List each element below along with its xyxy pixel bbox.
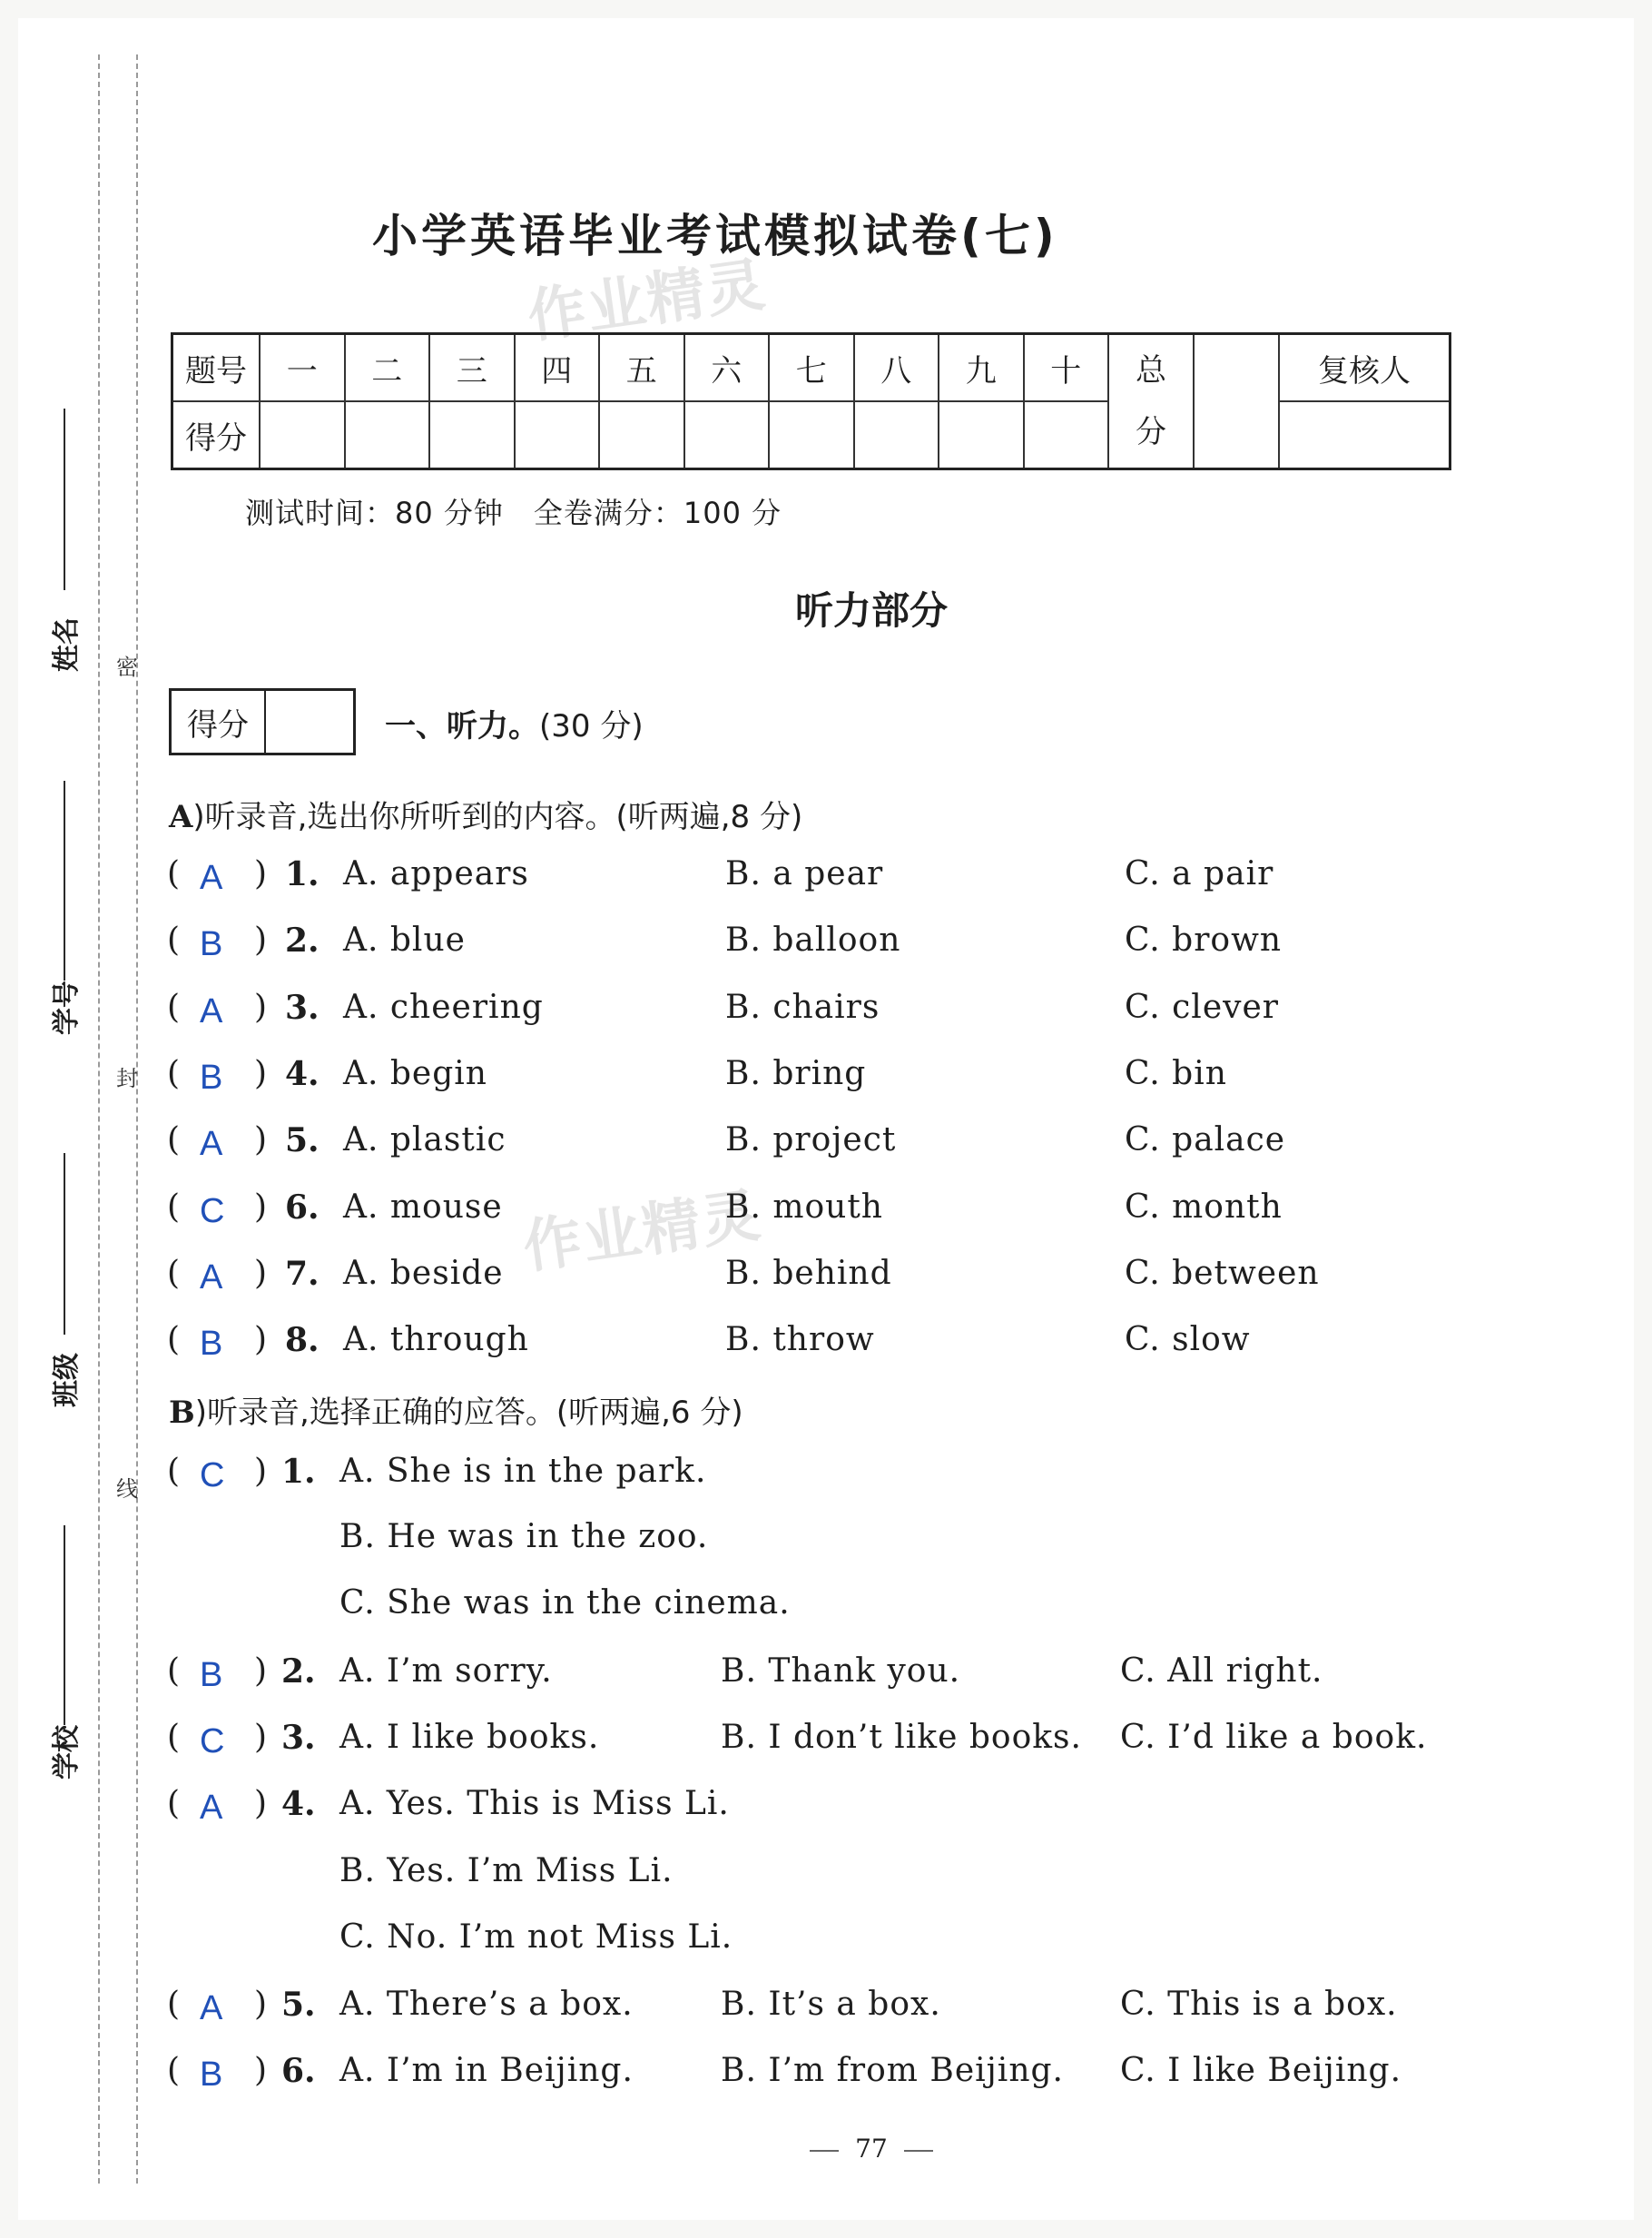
option-b: B. Yes. I’m Miss Li. bbox=[339, 1852, 674, 1889]
answer-mark[interactable]: B bbox=[200, 1325, 223, 1363]
option-c: C. This is a box. bbox=[1120, 1986, 1398, 2023]
binding-dashed-line bbox=[136, 54, 138, 2184]
column-header: 七 bbox=[769, 334, 854, 402]
score-cell[interactable] bbox=[684, 401, 770, 469]
score-cell[interactable] bbox=[260, 401, 345, 469]
column-header: 五 bbox=[599, 334, 684, 402]
id-label: 学号 bbox=[51, 981, 83, 1035]
column-header: 九 bbox=[939, 334, 1024, 402]
answer-paren-close: ) bbox=[254, 1055, 268, 1092]
answer-mark[interactable]: B bbox=[200, 2056, 223, 2094]
score-cell[interactable] bbox=[769, 401, 854, 469]
answer-paren-open: ( bbox=[167, 1188, 181, 1226]
section-score-label: 得分 bbox=[172, 691, 266, 753]
question-number: 1. bbox=[285, 855, 320, 893]
question-number: 3. bbox=[285, 989, 320, 1027]
answer-paren-close: ) bbox=[254, 1453, 268, 1490]
answer-paren-close: ) bbox=[254, 1785, 268, 1822]
score-cell[interactable] bbox=[515, 401, 600, 469]
watermark: 作业精灵 bbox=[518, 1181, 766, 1282]
page-number-text: 77 bbox=[855, 2134, 888, 2164]
answer-paren-close: ) bbox=[254, 1121, 268, 1158]
answer-mark[interactable]: A bbox=[200, 1125, 223, 1163]
page-number-dash bbox=[904, 2150, 933, 2152]
score-cell[interactable] bbox=[854, 401, 939, 469]
answer-mark[interactable]: B bbox=[200, 1059, 223, 1097]
reviewer-label: 复核人 bbox=[1279, 334, 1450, 402]
question-number: 2. bbox=[281, 1652, 316, 1691]
id-line bbox=[64, 781, 65, 981]
total-score-cell[interactable] bbox=[1194, 334, 1279, 469]
question-number-label: 题号 bbox=[172, 334, 261, 402]
section-score-cell[interactable] bbox=[266, 691, 353, 753]
option-a: A. through bbox=[343, 1321, 529, 1358]
question-number: 7. bbox=[285, 1255, 320, 1293]
column-header: 一 bbox=[260, 334, 345, 402]
question-number: 1. bbox=[281, 1453, 316, 1491]
option-b: B. behind bbox=[725, 1255, 892, 1292]
answer-paren-close: ) bbox=[254, 989, 268, 1026]
option-c: C. All right. bbox=[1120, 1652, 1323, 1690]
option-a: A. I’m in Beijing. bbox=[339, 2052, 634, 2089]
binding-dashed-line bbox=[98, 54, 100, 2184]
score-cell[interactable] bbox=[345, 401, 430, 469]
score-row-label: 得分 bbox=[172, 401, 261, 469]
option-a: A. I’m sorry. bbox=[339, 1652, 553, 1690]
option-a: A. blue bbox=[343, 922, 466, 959]
option-a: A. plastic bbox=[343, 1121, 506, 1158]
test-meta: 测试时间：80 分钟 全卷满分：100 分 bbox=[245, 496, 782, 530]
option-c: C. slow bbox=[1125, 1321, 1251, 1358]
answer-paren-open: ( bbox=[167, 922, 181, 959]
option-a: A. There’s a box. bbox=[339, 1986, 634, 2023]
question-number: 4. bbox=[285, 1055, 320, 1093]
option-c: C. palace bbox=[1125, 1121, 1286, 1158]
answer-paren-close: ) bbox=[254, 2052, 268, 2089]
part-b-letter: B bbox=[169, 1395, 195, 1431]
question-number: 5. bbox=[281, 1986, 316, 2024]
answer-mark[interactable]: A bbox=[200, 859, 223, 897]
answer-paren-close: ) bbox=[254, 1321, 268, 1358]
answer-paren-close: ) bbox=[254, 855, 268, 892]
answer-mark[interactable]: B bbox=[200, 1656, 223, 1694]
answer-paren-open: ( bbox=[167, 1719, 181, 1756]
answer-paren-open: ( bbox=[167, 1785, 181, 1822]
option-a: A. beside bbox=[343, 1255, 504, 1292]
class-label: 班级 bbox=[51, 1353, 83, 1407]
part-b-heading bbox=[169, 1387, 743, 1432]
answer-mark[interactable]: C bbox=[200, 1456, 225, 1494]
option-c: C. a pair bbox=[1125, 855, 1274, 892]
answer-mark[interactable]: B bbox=[200, 925, 223, 963]
option-c: C. between bbox=[1125, 1255, 1320, 1292]
total-label-text: 总分 bbox=[1136, 352, 1166, 450]
answer-paren-open: ( bbox=[167, 855, 181, 892]
option-a: A. mouse bbox=[343, 1188, 503, 1226]
section-title bbox=[385, 701, 644, 745]
option-b: B. I’m from Beijing. bbox=[721, 2052, 1064, 2089]
watermark: 作业精灵 bbox=[523, 251, 771, 351]
section-title-text: 一、听力。 bbox=[385, 708, 539, 744]
answer-mark[interactable]: C bbox=[200, 1722, 225, 1760]
column-header: 四 bbox=[515, 334, 600, 402]
option-c: C. I’d like a book. bbox=[1120, 1719, 1428, 1756]
option-c: C. month bbox=[1125, 1188, 1283, 1226]
section-score-box bbox=[169, 688, 356, 755]
question-number: 6. bbox=[285, 1188, 320, 1227]
score-cell[interactable] bbox=[1024, 401, 1109, 469]
option-b: B. I don’t like books. bbox=[721, 1719, 1082, 1756]
exam-page bbox=[18, 18, 1634, 2220]
option-a: A. begin bbox=[343, 1055, 487, 1092]
answer-mark[interactable]: A bbox=[200, 1789, 223, 1827]
school-line bbox=[64, 1525, 65, 1725]
answer-paren-close: ) bbox=[254, 1188, 268, 1226]
option-a: A. She is in the park. bbox=[339, 1453, 707, 1490]
option-a: A. cheering bbox=[343, 989, 544, 1026]
option-b: B. It’s a box. bbox=[721, 1986, 941, 2023]
score-table bbox=[171, 332, 1451, 470]
answer-paren-close: ) bbox=[254, 1255, 268, 1292]
option-c: C. She was in the cinema. bbox=[339, 1584, 791, 1622]
name-label: 姓名 bbox=[51, 617, 83, 672]
question-number: 8. bbox=[285, 1321, 320, 1359]
answer-paren-close: ) bbox=[254, 1652, 268, 1690]
option-b: B. bring bbox=[725, 1055, 867, 1092]
total-label bbox=[1108, 334, 1194, 469]
option-b: B. chairs bbox=[725, 989, 880, 1026]
answer-paren-open: ( bbox=[167, 1255, 181, 1292]
question-number: 2. bbox=[285, 922, 320, 960]
option-b: B. a pear bbox=[725, 855, 884, 892]
column-header: 八 bbox=[854, 334, 939, 402]
answer-mark[interactable]: A bbox=[200, 1258, 223, 1296]
column-header: 二 bbox=[345, 334, 430, 402]
part-b-text: )听录音,选择正确的应答。(听两遍,6 分) bbox=[194, 1395, 743, 1431]
answer-paren-close: ) bbox=[254, 1719, 268, 1756]
page-number-dash bbox=[810, 2150, 839, 2152]
score-table-header-row bbox=[172, 334, 1450, 402]
option-c: C. No. I’m not Miss Li. bbox=[339, 1918, 733, 1956]
answer-paren-open: ( bbox=[167, 2052, 181, 2089]
answer-mark[interactable]: A bbox=[200, 992, 223, 1030]
answer-paren-open: ( bbox=[167, 1055, 181, 1092]
name-line bbox=[64, 409, 65, 590]
option-c: C. brown bbox=[1125, 922, 1283, 959]
option-b: B. project bbox=[725, 1121, 897, 1158]
part-a-heading bbox=[169, 792, 802, 836]
class-line bbox=[64, 1153, 65, 1335]
part-a-letter: A bbox=[169, 799, 193, 835]
page-number bbox=[18, 2134, 1634, 2164]
question-number: 3. bbox=[281, 1719, 316, 1757]
answer-paren-open: ( bbox=[167, 1986, 181, 2023]
answer-paren-close: ) bbox=[254, 922, 268, 959]
score-cell[interactable] bbox=[599, 401, 684, 469]
answer-paren-open: ( bbox=[167, 1321, 181, 1358]
option-b: B. Thank you. bbox=[721, 1652, 961, 1690]
seal-char: 密 bbox=[116, 655, 138, 680]
option-b: B. balloon bbox=[725, 922, 901, 959]
seal-char: 封 bbox=[116, 1066, 138, 1091]
question-number: 6. bbox=[281, 2052, 316, 2090]
score-cell[interactable] bbox=[939, 401, 1024, 469]
section-points: (30 分) bbox=[539, 708, 644, 744]
reviewer-cell[interactable] bbox=[1279, 401, 1450, 469]
column-header: 十 bbox=[1024, 334, 1109, 402]
answer-mark[interactable]: A bbox=[200, 1989, 223, 2027]
answer-paren-open: ( bbox=[167, 989, 181, 1026]
option-b: B. He was in the zoo. bbox=[339, 1518, 709, 1555]
answer-paren-open: ( bbox=[167, 1453, 181, 1490]
page-title: 小学英语毕业考试模拟试卷(七) bbox=[372, 210, 1058, 262]
column-header: 六 bbox=[684, 334, 770, 402]
option-b: B. throw bbox=[725, 1321, 875, 1358]
option-a: A. I like books. bbox=[339, 1719, 600, 1756]
question-number: 5. bbox=[285, 1121, 320, 1159]
option-a: A. appears bbox=[343, 855, 529, 892]
school-label: 学校 bbox=[51, 1725, 83, 1780]
seal-char: 线 bbox=[116, 1476, 138, 1502]
answer-paren-open: ( bbox=[167, 1652, 181, 1690]
question-number: 4. bbox=[281, 1785, 316, 1823]
column-header: 三 bbox=[429, 334, 515, 402]
option-b: B. mouth bbox=[725, 1188, 883, 1226]
answer-paren-close: ) bbox=[254, 1986, 268, 2023]
part-title: 听力部分 bbox=[794, 588, 948, 633]
score-cell[interactable] bbox=[429, 401, 515, 469]
part-a-text: )听录音,选出你所听到的内容。(听两遍,8 分) bbox=[192, 799, 803, 835]
option-c: C. bin bbox=[1125, 1055, 1227, 1092]
answer-paren-open: ( bbox=[167, 1121, 181, 1158]
option-c: C. I like Beijing. bbox=[1120, 2052, 1402, 2089]
answer-mark[interactable]: C bbox=[200, 1192, 225, 1230]
option-c: C. clever bbox=[1125, 989, 1279, 1026]
option-a: A. Yes. This is Miss Li. bbox=[339, 1785, 730, 1822]
